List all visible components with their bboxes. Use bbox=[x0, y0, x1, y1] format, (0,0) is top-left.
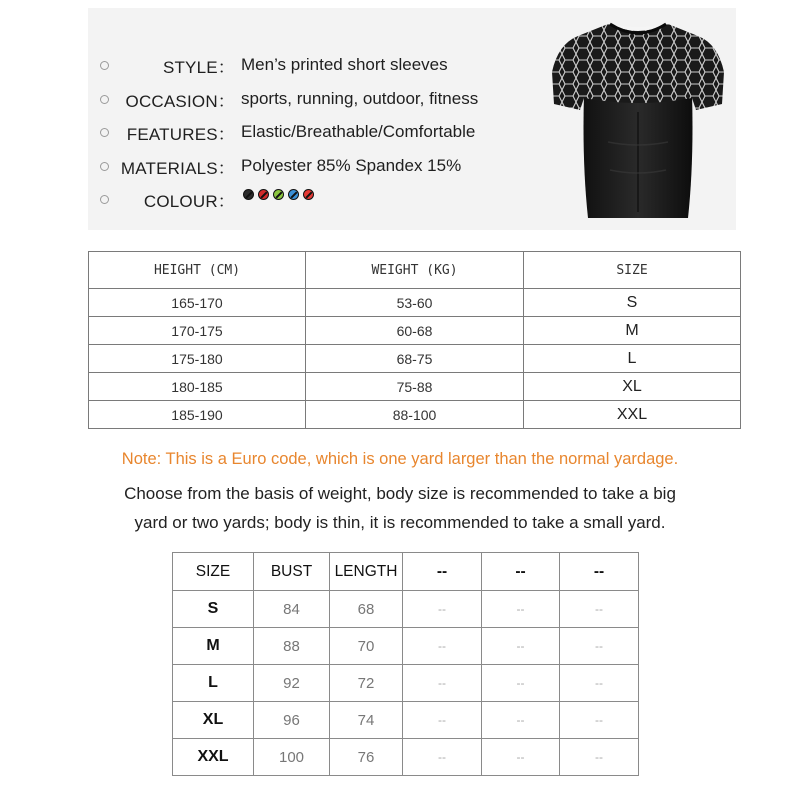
blank-cell: -- bbox=[482, 739, 560, 776]
weight-cell: 75-88 bbox=[306, 373, 524, 401]
advice-line: yard or two yards; body is thin, it is recommended to take a small yard. bbox=[134, 513, 666, 532]
spec-label: MATERIALS： bbox=[120, 158, 235, 178]
euro-code-note: Note: This is a Euro code, which is one yard larger than the normal yardage. bbox=[121, 450, 679, 468]
blank-cell: -- bbox=[482, 591, 560, 628]
spec-value: Polyester 85% Spandex 15% bbox=[241, 156, 462, 175]
spec-row-style bbox=[88, 52, 568, 78]
blank-cell: -- bbox=[560, 739, 639, 776]
height-cell: 185-190 bbox=[89, 401, 306, 429]
blank-cell: -- bbox=[403, 702, 482, 739]
spec-label: FEATURES： bbox=[126, 124, 235, 144]
header-weight: WEIGHT (KG) bbox=[306, 252, 524, 289]
header-height: HEIGHT (CM) bbox=[89, 252, 306, 289]
blank-cell: -- bbox=[403, 665, 482, 702]
spec-value: Elastic/Breathable/Comfortable bbox=[241, 122, 476, 141]
sizing-advice bbox=[0, 479, 800, 537]
bullet-icon bbox=[100, 128, 109, 137]
length-cell: 76 bbox=[330, 739, 403, 776]
blank-cell: -- bbox=[403, 739, 482, 776]
bullet-icon bbox=[100, 162, 109, 171]
length-cell: 68 bbox=[330, 591, 403, 628]
bust-cell: 92 bbox=[254, 665, 330, 702]
size-cell: M bbox=[524, 317, 741, 345]
header-blank: -- bbox=[403, 553, 482, 591]
size-cell: XXL bbox=[173, 739, 254, 776]
blank-cell: -- bbox=[482, 702, 560, 739]
weight-cell: 53-60 bbox=[306, 289, 524, 317]
table-row bbox=[89, 401, 741, 429]
table-header-row bbox=[173, 553, 639, 591]
spec-value: Men’s printed short sleeves bbox=[241, 55, 448, 74]
colour-swatch-icon bbox=[273, 189, 284, 200]
colour-swatch-icon bbox=[303, 189, 314, 200]
header-size: SIZE bbox=[524, 252, 741, 289]
blank-cell: -- bbox=[403, 591, 482, 628]
table-row bbox=[173, 665, 639, 702]
height-cell: 180-185 bbox=[89, 373, 306, 401]
spec-label: COLOUR： bbox=[143, 191, 235, 211]
blank-cell: -- bbox=[560, 591, 639, 628]
table-row bbox=[89, 345, 741, 373]
bust-length-table bbox=[172, 552, 639, 776]
bullet-icon bbox=[100, 195, 109, 204]
bust-cell: 88 bbox=[254, 628, 330, 665]
size-cell: L bbox=[524, 345, 741, 373]
spec-value: sports, running, outdoor, fitness bbox=[241, 89, 479, 108]
bust-cell: 100 bbox=[254, 739, 330, 776]
colour-swatches bbox=[243, 189, 314, 200]
table-row bbox=[173, 702, 639, 739]
header-size: SIZE bbox=[173, 553, 254, 591]
height-cell: 170-175 bbox=[89, 317, 306, 345]
product-info-panel bbox=[88, 8, 736, 230]
colour-swatch-icon bbox=[288, 189, 299, 200]
table-row bbox=[89, 289, 741, 317]
bullet-icon bbox=[100, 95, 109, 104]
bullet-icon bbox=[100, 61, 109, 70]
header-blank: -- bbox=[560, 553, 639, 591]
bust-cell: 84 bbox=[254, 591, 330, 628]
size-cell: L bbox=[173, 665, 254, 702]
height-cell: 175-180 bbox=[89, 345, 306, 373]
size-cell: M bbox=[173, 628, 254, 665]
header-bust: BUST bbox=[254, 553, 330, 591]
blank-cell: -- bbox=[560, 702, 639, 739]
blank-cell: -- bbox=[560, 628, 639, 665]
bust-cell: 96 bbox=[254, 702, 330, 739]
spec-row-features bbox=[88, 119, 568, 145]
size-cell: S bbox=[173, 591, 254, 628]
colour-swatch-icon bbox=[258, 189, 269, 200]
table-header-row bbox=[89, 252, 741, 289]
blank-cell: -- bbox=[560, 665, 639, 702]
table-row bbox=[173, 628, 639, 665]
length-cell: 72 bbox=[330, 665, 403, 702]
blank-cell: -- bbox=[482, 628, 560, 665]
weight-cell: 60-68 bbox=[306, 317, 524, 345]
table-row bbox=[89, 317, 741, 345]
weight-cell: 88-100 bbox=[306, 401, 524, 429]
header-blank: -- bbox=[482, 553, 560, 591]
length-cell: 74 bbox=[330, 702, 403, 739]
table-row bbox=[173, 739, 639, 776]
height-cell: 165-170 bbox=[89, 289, 306, 317]
advice-line: Choose from the basis of weight, body size is recommended to take a big bbox=[124, 484, 676, 503]
weight-cell: 68-75 bbox=[306, 345, 524, 373]
spec-row-colour bbox=[88, 186, 568, 212]
shirt-image bbox=[548, 12, 728, 226]
table-row bbox=[173, 591, 639, 628]
colour-swatch-icon bbox=[243, 189, 254, 200]
blank-cell: -- bbox=[403, 628, 482, 665]
size-cell: XXL bbox=[524, 401, 741, 429]
size-cell: XL bbox=[173, 702, 254, 739]
table-row bbox=[89, 373, 741, 401]
height-weight-size-table bbox=[88, 251, 741, 429]
size-cell: S bbox=[524, 289, 741, 317]
spec-row-materials bbox=[88, 153, 568, 179]
size-cell: XL bbox=[524, 373, 741, 401]
spec-row-occasion bbox=[88, 86, 568, 112]
spec-label: STYLE： bbox=[162, 57, 235, 77]
header-length: LENGTH bbox=[330, 553, 403, 591]
spec-label: OCCASION： bbox=[125, 91, 235, 111]
blank-cell: -- bbox=[482, 665, 560, 702]
length-cell: 70 bbox=[330, 628, 403, 665]
